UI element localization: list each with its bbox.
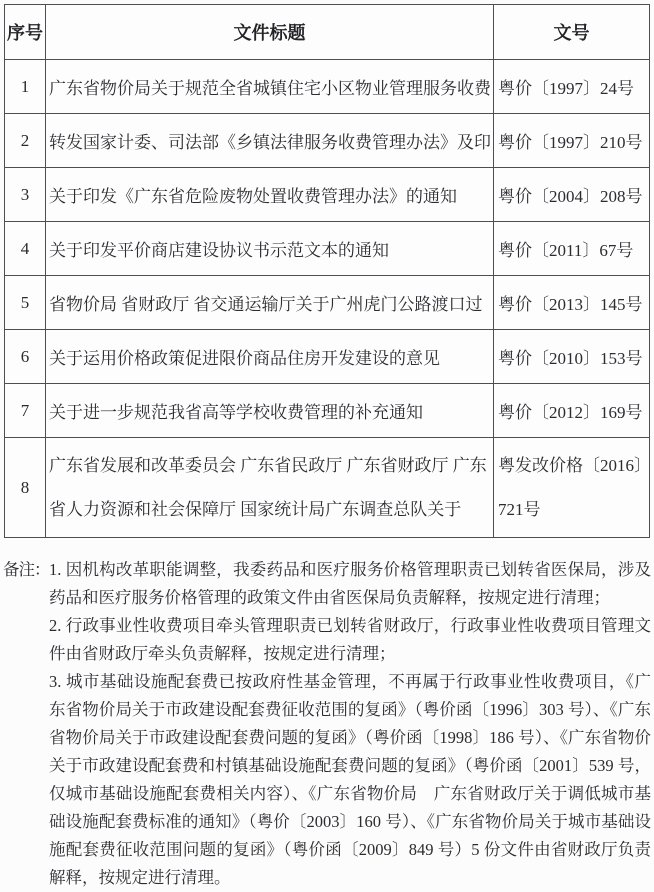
row-title-cell: 广东省物价局关于规范全省城镇住宅小区物业管理服务收费 (46, 60, 494, 114)
note-item: 2. 行政事业性收费项目牵头管理职责已划转省财政厅，行政事业性收费项目管理文件由省财政厅牵头负责解释，按规定进行清理； (49, 616, 651, 663)
row-number-cell: 粤价〔2010〕153号 (494, 330, 650, 384)
row-title-cell: 关于印发平价商店建设协议书示范文本的通知 (46, 222, 494, 276)
row-title-cell: 广东省发展和改革委员会 广东省民政厅 广东省财政厅 广东省人力资源和社会保障厅 国家统计局广东调查总队关于 (46, 438, 494, 538)
table-row (5, 168, 650, 222)
table-row (5, 276, 650, 330)
row-number-cell: 粤价〔2004〕208号 (494, 168, 650, 222)
row-index-cell: 8 (5, 438, 46, 538)
row-index-cell: 6 (5, 330, 46, 384)
row-index-cell: 2 (5, 114, 46, 168)
table-row (5, 384, 650, 438)
table-row (5, 114, 650, 168)
documents-table (4, 4, 650, 538)
row-number-cell: 粤价〔2012〕169号 (494, 384, 650, 438)
row-title-cell: 转发国家计委、司法部《乡镇法律服务收费管理办法》及印 (46, 114, 494, 168)
row-index-cell: 3 (5, 168, 46, 222)
col-header-index: 序号 (5, 5, 46, 60)
row-title-cell: 关于印发《广东省危险废物处置收费管理办法》的通知 (46, 168, 494, 222)
row-number-cell: 粤价〔2011〕67号 (494, 222, 650, 276)
table-row (5, 330, 650, 384)
table-row (5, 438, 650, 538)
notes-body (49, 556, 651, 892)
table-header-row (5, 5, 650, 60)
row-index-cell: 7 (5, 384, 46, 438)
table-row (5, 222, 650, 276)
table-row (5, 60, 650, 114)
row-title-cell: 关于进一步规范我省高等学校收费管理的补充通知 (46, 384, 494, 438)
row-index-cell: 5 (5, 276, 46, 330)
col-header-number: 文号 (494, 5, 650, 60)
note-item: 3. 城市基础设施配套费已按政府性基金管理，不再属于行政事业性收费项目，《广东省物价局关于市政建设配套费征收范围的复函》（粤价函〔1996〕303 号）、《广东省物价局关于市政建设配套费问题的复函》（粤价函〔1998〕186 号）、《广东省物价关于市政建设配套费和村镇基础设施配套费问题的复函》（粤价函〔2001〕539 号，仅城市基础设施配套费相关内容）、《广东省物价局 广东省财政厅关于调低城市基础设施配套费标准的通知》（粤价〔2003〕160 号）、《广东省物价局关于城市基础设施配套费征收范围问题的复函》（粤价函〔2009〕849 号）5 份文件由省财政厅负责解释，按规定进行清理。 (49, 672, 651, 887)
col-header-title: 文件标题 (46, 5, 494, 60)
row-index-cell: 1 (5, 60, 46, 114)
row-number-cell: 粤价〔1997〕24号 (494, 60, 650, 114)
row-number-cell: 粤价〔1997〕210号 (494, 114, 650, 168)
row-index-cell: 4 (5, 222, 46, 276)
row-number-cell: 粤发改价格〔2016〕721号 (494, 438, 650, 538)
notes-label: 备注： (3, 560, 50, 579)
row-title-cell: 省物价局 省财政厅 省交通运输厅关于广州虎门公路渡口过 (46, 276, 494, 330)
row-title-cell: 关于运用价格政策促进限价商品住房开发建设的意见 (46, 330, 494, 384)
note-item: 1. 因机构改革职能调整，我委药品和医疗服务价格管理职责已划转省医保局，涉及药品和医疗服务价格管理的政策文件由省医保局负责解释，按规定进行清理； (49, 560, 651, 607)
notes-section (3, 556, 651, 892)
row-number-cell: 粤价〔2013〕145号 (494, 276, 650, 330)
